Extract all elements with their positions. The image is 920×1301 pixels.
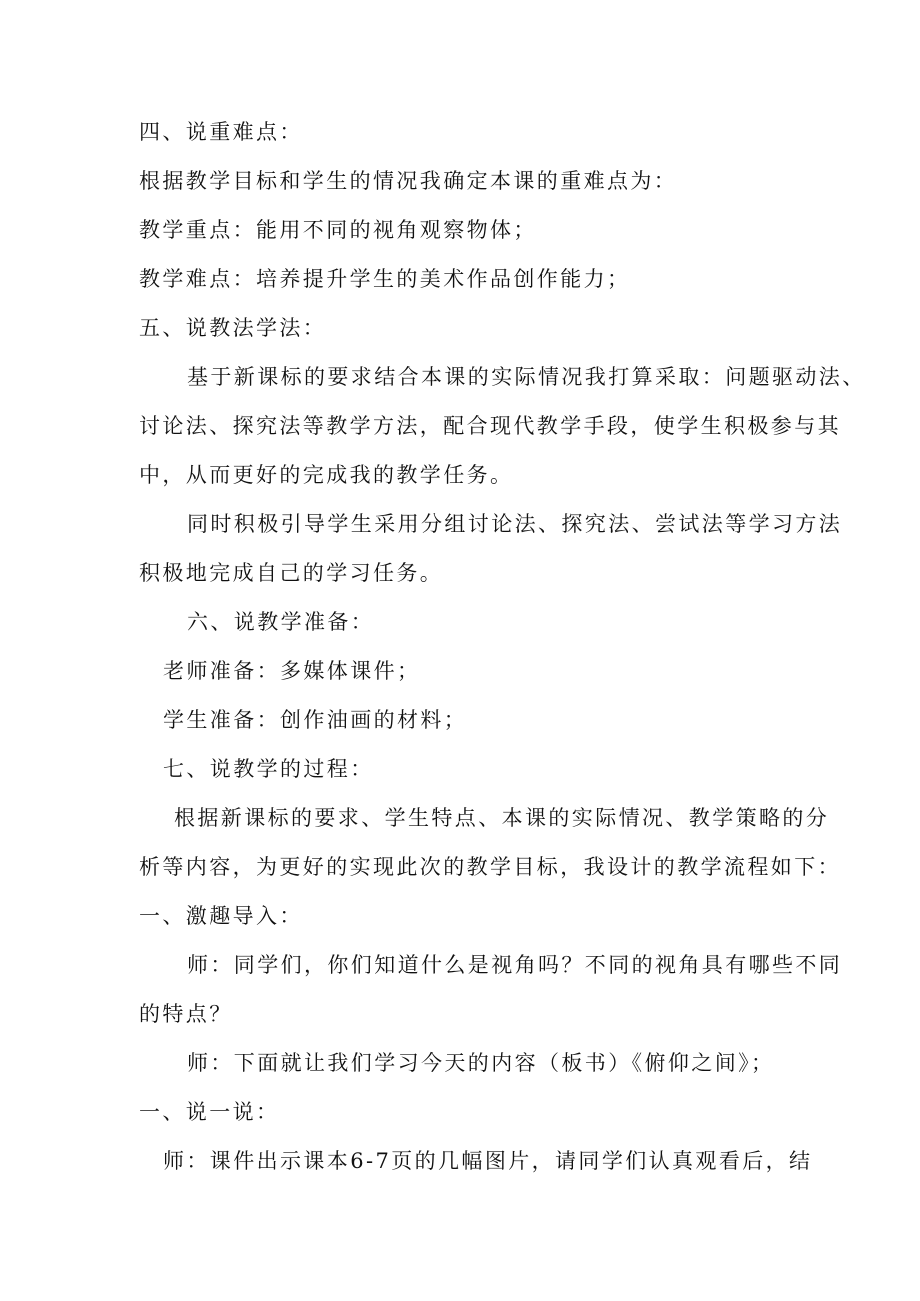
- teaching-difficulty-line: 教学难点：培养提升学生的美术作品创作能力；: [139, 267, 631, 291]
- heading-key-points: 四、说重难点：: [139, 120, 303, 144]
- heading-intro: 一、激趣导入：: [139, 904, 303, 928]
- student-preparation-line: 学生准备：创作油画的材料；: [163, 708, 468, 732]
- paragraph-line: 师：同学们，你们知道什么是视角吗？不同的视角具有哪些不同: [187, 953, 843, 977]
- heading-preparation: 六、说教学准备：: [187, 610, 375, 634]
- teaching-focus-line: 教学重点：能用不同的视角观察物体；: [139, 218, 537, 242]
- paragraph-line: 师：课件出示课本6-7页的几幅图片，请同学们认真观看后，结: [163, 1149, 813, 1173]
- paragraph-line: 根据教学目标和学生的情况我确定本课的重难点为：: [139, 169, 678, 193]
- paragraph-line: 同时积极引导学生采用分组讨论法、探究法、尝试法等学习方法: [187, 512, 843, 536]
- paragraph-line: 基于新课标的要求结合本课的实际情况我打算采取：问题驱动法、: [187, 365, 866, 389]
- paragraph-line: 中，从而更好的完成我的教学任务。: [139, 463, 514, 487]
- teacher-preparation-line: 老师准备：多媒体课件；: [163, 659, 421, 683]
- paragraph-line: 积极地完成自己的学习任务。: [139, 561, 444, 585]
- paragraph-line: 讨论法、探究法等教学方法，配合现代教学手段，使学生积极参与其: [139, 414, 841, 438]
- heading-discussion: 一、说一说：: [139, 1100, 280, 1124]
- paragraph-line: 根据新课标的要求、学生特点、本课的实际情况、教学策略的分: [174, 806, 830, 830]
- paragraph-line: 师：下面就让我们学习今天的内容（板书）《俯仰之间》；: [187, 1051, 775, 1075]
- paragraph-line: 析等内容，为更好的实现此次的教学目标，我设计的教学流程如下：: [139, 855, 841, 879]
- heading-methods: 五、说教法学法：: [139, 316, 327, 340]
- heading-process: 七、说教学的过程：: [163, 757, 374, 781]
- paragraph-line: 的特点？: [139, 1002, 233, 1026]
